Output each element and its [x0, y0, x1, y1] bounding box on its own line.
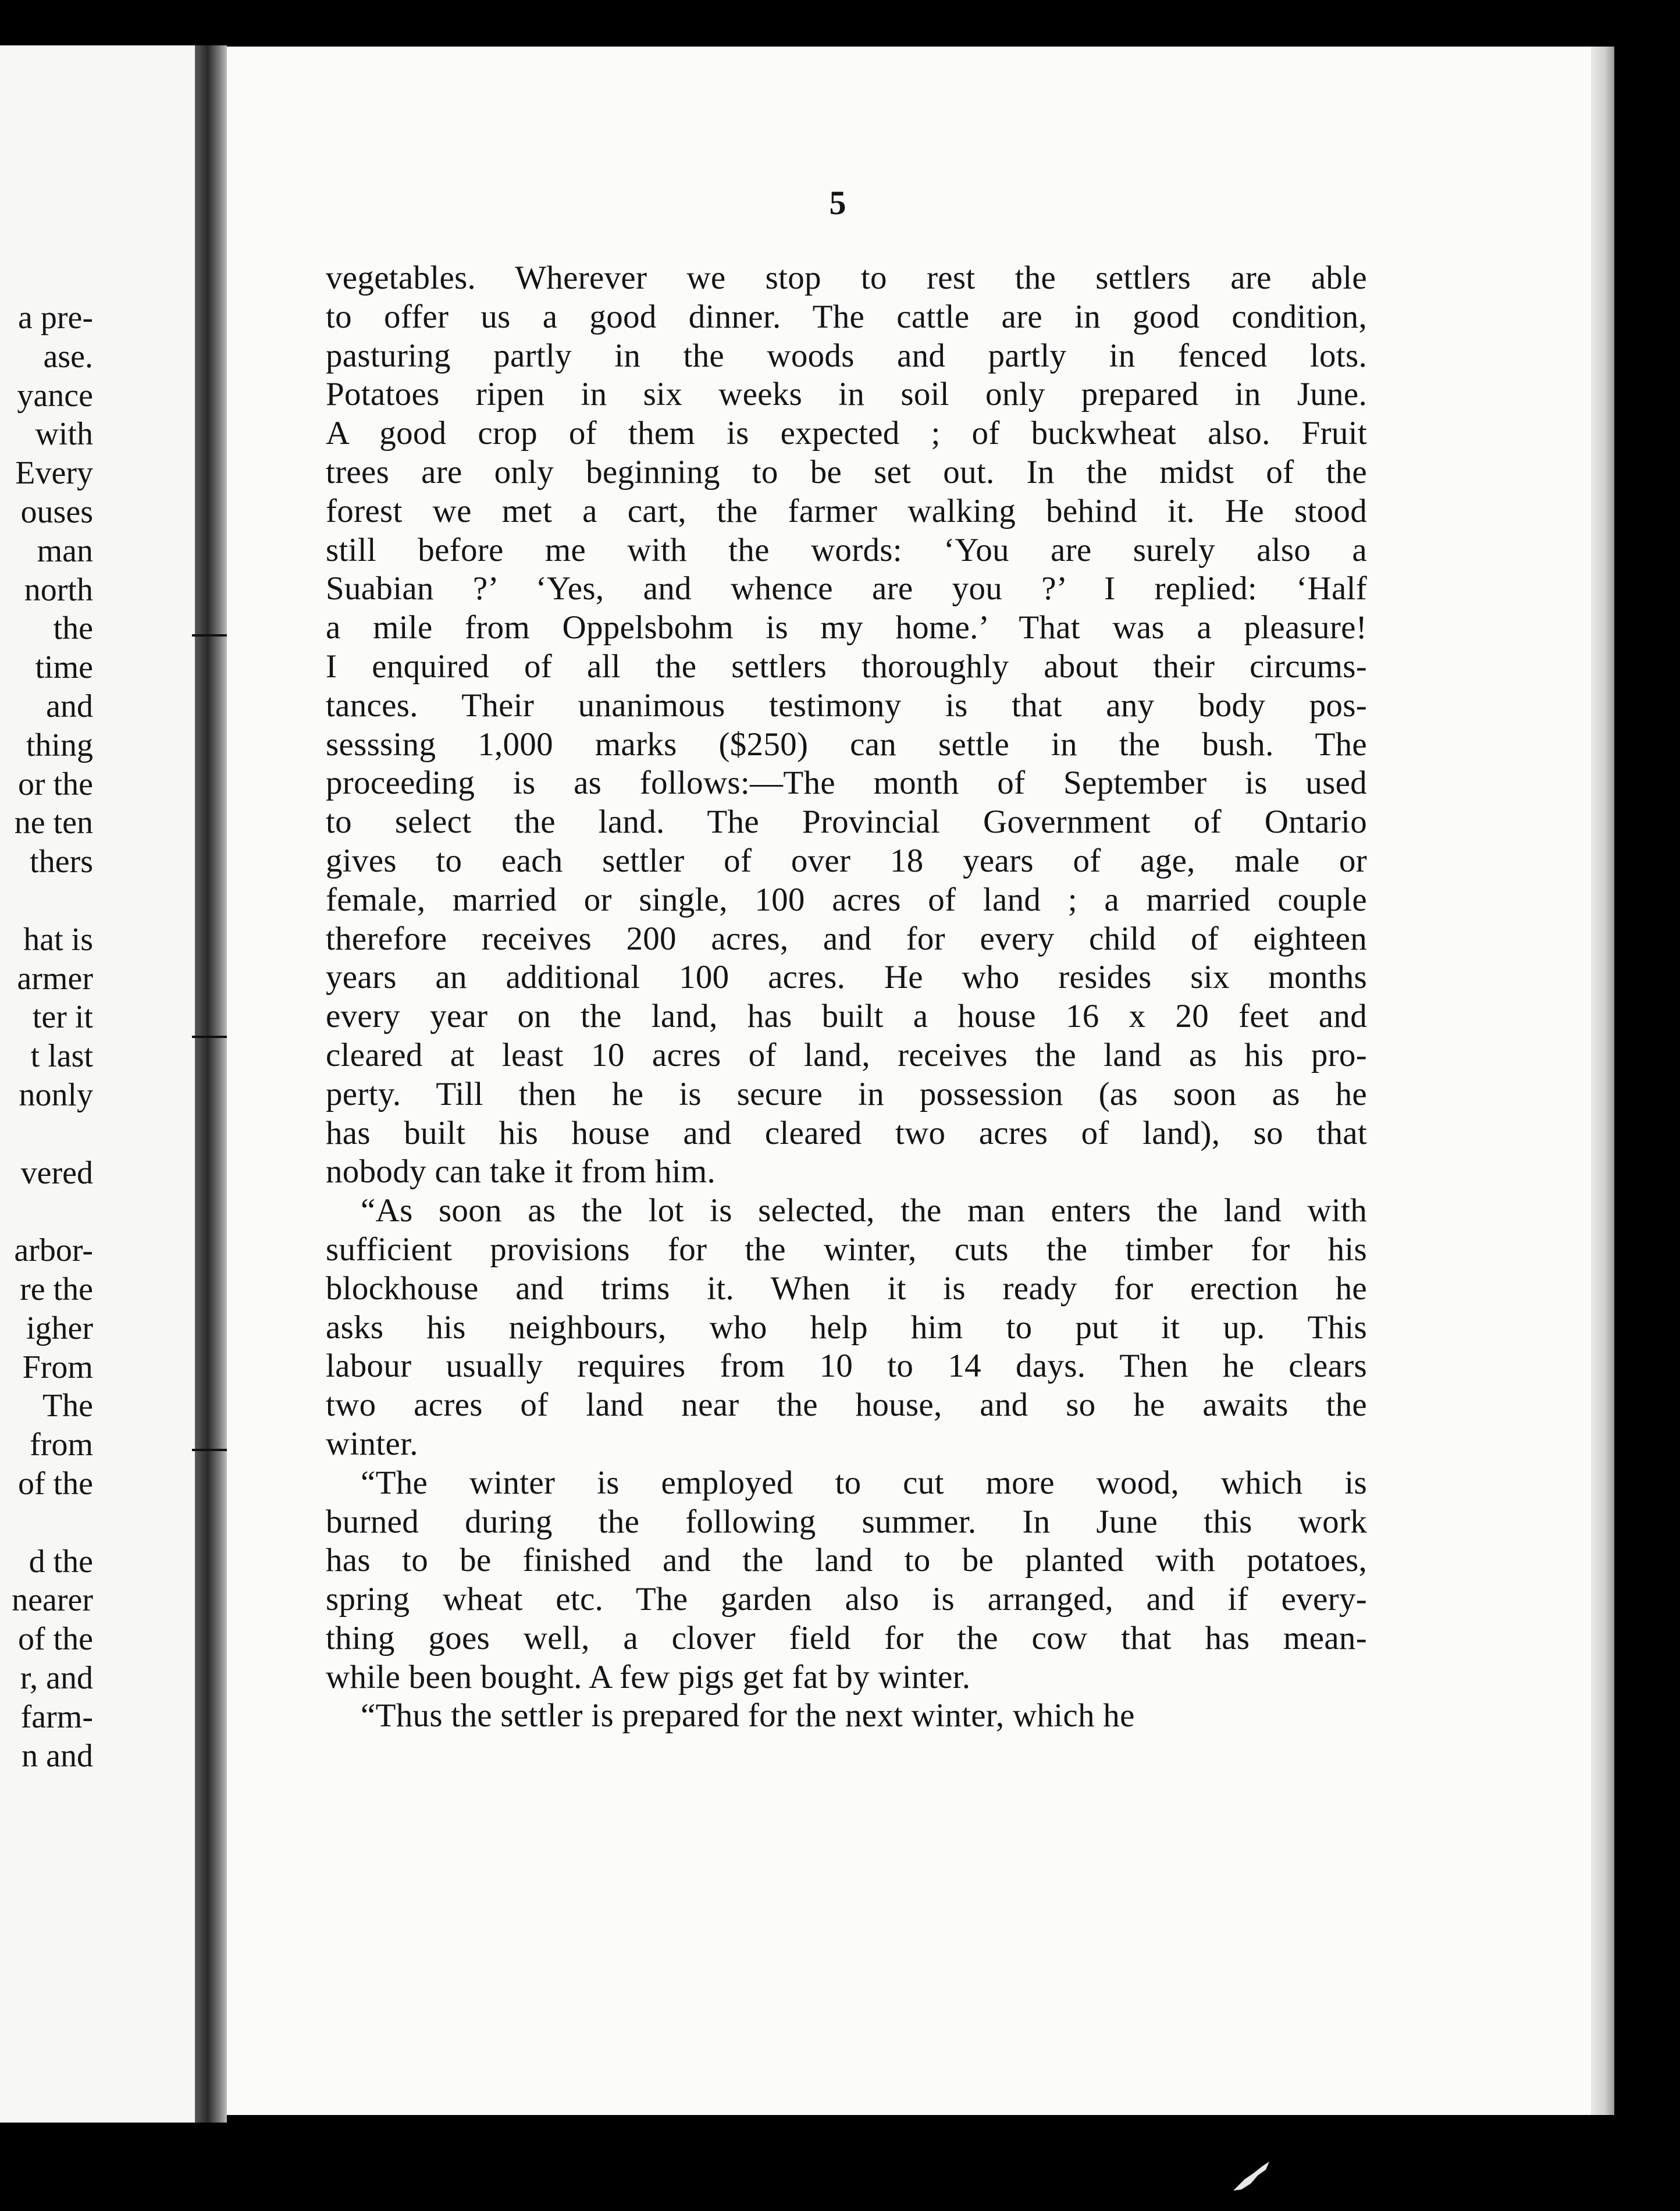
text-line: gives to each settler of over 18 years of age, male or — [326, 842, 1367, 879]
previous-page-line: and — [46, 688, 93, 724]
text-line: Suabian ?’ ‘Yes, and whence are you ?’ I replied: ‘Half — [326, 570, 1367, 607]
previous-page-line: with — [35, 416, 93, 453]
text-line: A good crop of them is expected ; of buckwheat also. Fruit — [326, 415, 1367, 452]
text-line: proceeding is as follows:—The month of September is used — [326, 765, 1367, 802]
previous-page-line: Every — [15, 455, 93, 492]
text-line: still before me with the words: ‘You are surely also a — [326, 531, 1367, 568]
previous-page-line: ase. — [43, 338, 93, 375]
text-line: sesssing 1,000 marks ($250) can settle in the bush. The — [326, 726, 1367, 763]
previous-page-line: re the — [20, 1271, 93, 1307]
book-gutter — [195, 45, 227, 2123]
text-line: forest we met a cart, the farmer walking behind it. He stood — [326, 492, 1367, 529]
text-line: sufficient provisions for the winter, cuts the timber for his — [326, 1231, 1367, 1268]
previous-page-line: hat is — [23, 921, 93, 958]
previous-page — [0, 45, 195, 2123]
previous-page-line: farm- — [20, 1698, 93, 1735]
previous-page-line: r, and — [20, 1660, 93, 1696]
text-line: “Thus the settler is prepared for the next winter, which he — [361, 1697, 1135, 1734]
text-line: has built his house and cleared two acres of land), so that — [326, 1114, 1367, 1151]
previous-page-line: the — [53, 610, 93, 647]
page-edge — [1591, 47, 1614, 2115]
previous-page-line: d the — [29, 1543, 93, 1580]
text-line: labour usually requires from 10 to 14 days. Then he clears — [326, 1348, 1367, 1385]
previous-page-line: time — [35, 649, 93, 686]
text-line: to select the land. The Provincial Government of Ontario — [326, 804, 1367, 841]
text-line: nobody can take it from him. — [326, 1153, 716, 1190]
previous-page-line: man — [37, 532, 93, 569]
previous-page-line: from — [30, 1427, 93, 1463]
text-line: “As soon as the lot is selected, the man enters the land with — [361, 1192, 1367, 1229]
previous-page-line: or the — [17, 766, 93, 802]
text-line: two acres of land near the house, and so he awaits the — [326, 1387, 1367, 1424]
previous-page-line: igher — [26, 1310, 93, 1346]
binding-mark — [192, 1036, 227, 1038]
text-line: trees are only beginning to be set out. In the midst of the — [326, 453, 1367, 490]
text-line: cleared at least 10 acres of land, receives the land as his pro- — [326, 1036, 1367, 1073]
text-line: perty. Till then he is secure in possession (as soon as he — [326, 1075, 1367, 1112]
text-line: therefore receives 200 acres, and for every child of eighteen — [326, 920, 1367, 957]
previous-page-line: n and — [22, 1737, 93, 1774]
text-line: Potatoes ripen in six weeks in soil only prepared in June. — [326, 376, 1367, 413]
binding-mark — [192, 634, 227, 637]
text-line: winter. — [326, 1425, 418, 1462]
previous-page-line: ouses — [20, 494, 93, 530]
previous-page-line: ne ten — [14, 805, 93, 841]
previous-page-line: ter it — [32, 999, 93, 1036]
text-line: vegetables. Wherever we stop to rest the settlers are able — [326, 260, 1367, 296]
text-line: asks his neighbours, who help him to put it up. This — [326, 1309, 1367, 1346]
text-line: pasturing partly in the woods and partly in fenced lots. — [326, 337, 1367, 374]
previous-page-line: of the — [17, 1621, 93, 1658]
body-text — [326, 259, 1367, 1736]
text-line: to offer us a good dinner. The cattle are in good condition, — [326, 298, 1367, 335]
text-line: years an additional 100 acres. He who resides six months — [326, 959, 1367, 996]
previous-page-line: arbor- — [14, 1232, 93, 1269]
text-line: thing goes well, a clover field for the cow that has mean- — [326, 1619, 1367, 1657]
previous-page-line: The — [42, 1388, 93, 1424]
text-line: blockhouse and trims it. When it is ready for erection he — [326, 1270, 1367, 1307]
text-line: every year on the land, has built a house 16 x 20 feet and — [326, 998, 1367, 1035]
text-line: has to be finished and the land to be planted with potatoes, — [326, 1542, 1367, 1579]
binding-mark — [192, 1449, 227, 1451]
text-line: “The winter is employed to cut more wood, which is — [361, 1464, 1367, 1501]
ink-stain — [1227, 2156, 1274, 2196]
previous-page-line: nonly — [19, 1077, 93, 1113]
previous-page-line: t last — [30, 1038, 93, 1075]
text-line: I enquired of all the settlers thoroughly about their circums- — [326, 648, 1367, 685]
text-line: spring wheat etc. The garden also is arranged, and if every- — [326, 1581, 1367, 1618]
previous-page-text — [0, 45, 93, 2123]
text-line: tances. Their unanimous testimony is that any body pos- — [326, 687, 1367, 724]
text-line: female, married or single, 100 acres of land ; a married couple — [326, 881, 1367, 918]
previous-page-line: vered — [20, 1154, 93, 1191]
previous-page-line: thers — [30, 844, 93, 880]
previous-page-line: armer — [17, 960, 93, 997]
previous-page-line: yance — [17, 377, 93, 414]
text-line: a mile from Oppelsbohm is my home.’ That was a pleasure! — [326, 609, 1367, 646]
page-number: 5 — [829, 184, 846, 222]
previous-page-line: of the — [17, 1466, 93, 1502]
text-line: while been bought. A few pigs get fat by winter. — [326, 1658, 971, 1695]
previous-page-line: north — [24, 571, 93, 608]
previous-page-line: thing — [26, 727, 93, 763]
previous-page-line: a pre- — [17, 300, 93, 336]
previous-page-line: nearer — [12, 1582, 93, 1619]
text-line: burned during the following summer. In June this work — [326, 1503, 1367, 1540]
previous-page-line: From — [22, 1349, 93, 1385]
